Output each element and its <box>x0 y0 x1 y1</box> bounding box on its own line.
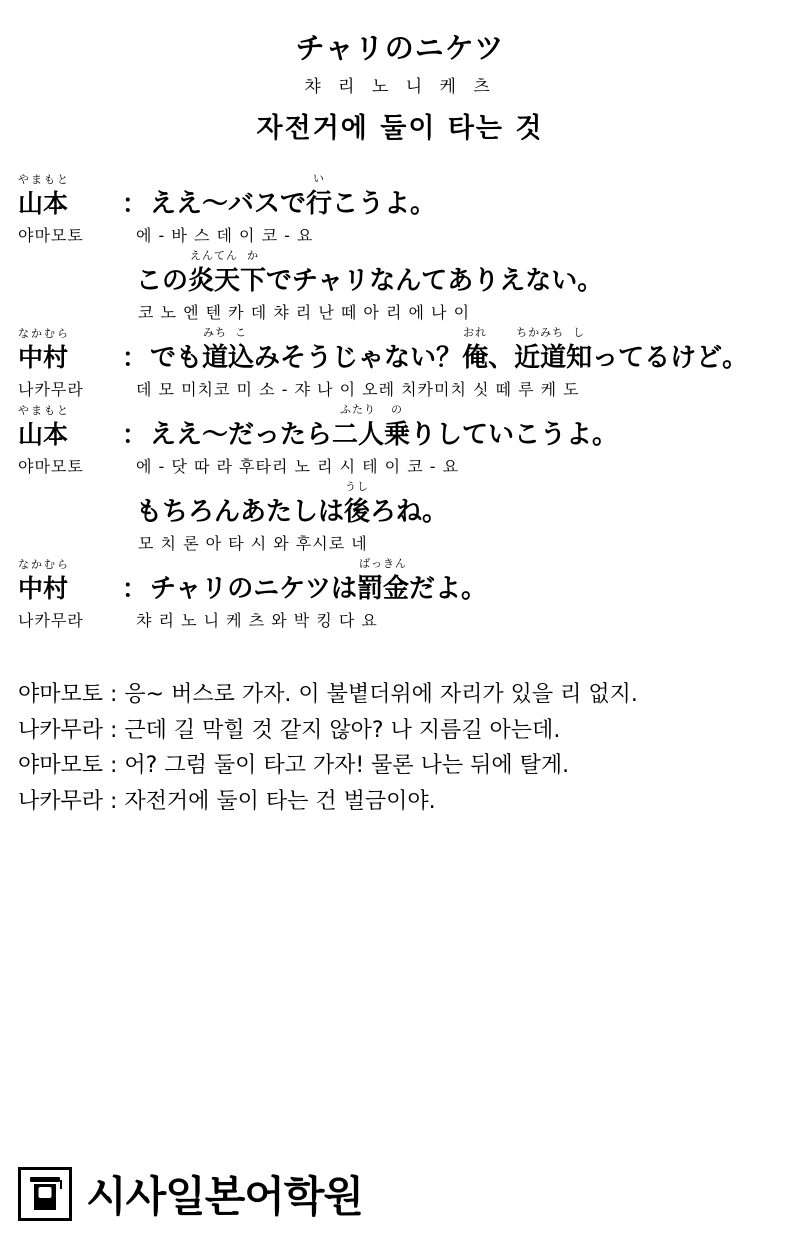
part-furigana: ばっきん <box>358 557 407 570</box>
cap-top <box>30 1177 60 1182</box>
ko-colon-spacer <box>114 608 136 631</box>
speaker-name-korean: 야마모토 <box>18 457 84 476</box>
sentence-part <box>150 183 306 220</box>
sentence-part <box>136 491 344 528</box>
part-text: だよ。 <box>408 574 487 604</box>
sentence-part <box>228 326 255 374</box>
dialogue-line <box>18 248 786 323</box>
speaker-kanji: 中村 <box>18 574 69 603</box>
sentence-part <box>370 491 448 528</box>
sentence-part <box>356 557 409 605</box>
sentence-part <box>306 172 333 220</box>
speaker-name-korean: 나카무라 <box>18 380 84 399</box>
translation-line: 야마모토 : 어? 그럼 둘이 타고 가자! 물론 나는 뒤에 탈게. <box>18 753 570 779</box>
part-text: ええ～だったら <box>150 420 333 450</box>
speaker-kanji: 山本 <box>18 420 69 449</box>
speaker-furigana: やまもと <box>18 173 70 186</box>
part-furigana: こ <box>235 326 248 339</box>
sentence-part <box>344 480 371 528</box>
part-text: こうよ。 <box>332 189 437 219</box>
part-text: 知 <box>566 343 593 373</box>
part-furigana: し <box>573 326 586 339</box>
part-text: でチャリなんてありえない。 <box>266 266 604 296</box>
korean-reading: 코 노 엔 텐 카 데 챠 리 난 떼 아 리 에 나 이 <box>138 303 471 322</box>
part-furigana: ふたり <box>340 403 377 416</box>
part-text: 行 <box>306 189 333 219</box>
translation-line: 나카무라 : 근데 길 막힐 것 같지 않아? 나 지름길 아는데. <box>18 717 561 743</box>
speaker-name-japanese <box>18 557 114 605</box>
part-text: でも <box>150 343 203 373</box>
sentence-part <box>254 337 462 374</box>
part-text: 炎天 <box>188 266 241 296</box>
japanese-sentence <box>150 556 487 605</box>
part-furigana: みち <box>203 326 228 339</box>
speaker-name-japanese <box>18 326 114 374</box>
cap-face <box>39 1187 52 1198</box>
page-title-korean-reading: 챠 리 노 니 케 츠 <box>304 77 496 97</box>
korean-reading: 에 - 바 스 데 이 코 - 요 <box>136 226 314 245</box>
sentence-part <box>150 414 332 451</box>
japanese-sentence <box>150 402 618 451</box>
sentence-part <box>488 337 514 374</box>
ko-colon-spacer <box>114 223 136 246</box>
sentence-part <box>384 403 411 451</box>
korean-reading: 에 - 닷 따 라 후타리 노 리 시 테 이 코 - 요 <box>136 457 460 476</box>
dialogue-line <box>18 325 786 400</box>
part-text: ええ～バスで <box>150 189 307 219</box>
korean-reading: 모 치 론 아 타 시 와 후시로 네 <box>138 534 368 553</box>
ko-colon-spacer <box>114 454 136 477</box>
part-furigana: えんてん <box>190 249 239 262</box>
dialogue-line <box>18 171 786 246</box>
part-text: 俺 <box>462 343 489 373</box>
speaker-furigana: やまもと <box>18 404 70 417</box>
sentence-part <box>332 403 385 451</box>
dialogue-list <box>0 171 800 631</box>
part-text: 後 <box>344 497 371 527</box>
sentence-part <box>240 249 267 297</box>
part-furigana: い <box>313 172 326 185</box>
part-furigana: おれ <box>463 326 488 339</box>
part-text: チャリのニケツは <box>150 574 357 604</box>
sentence-part <box>332 183 436 220</box>
sentence-part <box>462 326 489 374</box>
speaker-name-korean: 나카무라 <box>18 611 84 630</box>
japanese-sentence <box>136 248 603 297</box>
translation-line: 야마모토 : 응~ 버스로 가자. 이 불볕더위에 자리가 있을 리 없지. <box>18 682 638 707</box>
part-text: ろね。 <box>370 497 449 527</box>
sentence-part <box>150 337 202 374</box>
part-furigana: ちかみち <box>516 326 565 339</box>
part-furigana: の <box>391 403 404 416</box>
title-block <box>0 0 800 145</box>
part-text: りしていこうよ。 <box>410 420 619 450</box>
page-title-korean-meaning: 자전거에 둘이 타는 것 <box>256 113 544 144</box>
sentence-part <box>136 260 188 297</box>
part-text: 二人 <box>332 420 385 450</box>
speaker-name-korean: 야마모토 <box>18 226 84 245</box>
footer-logo <box>18 1164 363 1224</box>
japanese-sentence <box>150 171 436 220</box>
speaker-kanji: 山本 <box>18 189 69 218</box>
sentence-part <box>514 326 567 374</box>
speaker-name-japanese <box>18 403 114 451</box>
ko-colon-spacer <box>114 377 136 400</box>
part-text: 、 <box>488 343 515 373</box>
sentence-part <box>409 568 487 605</box>
part-text: もちろんあたしは <box>136 497 345 527</box>
speaker-colon: ： <box>122 189 148 218</box>
part-text: 込 <box>228 343 255 373</box>
speaker-furigana: なかむら <box>18 558 70 571</box>
logo-text: 시사일본어학원 <box>86 1172 364 1221</box>
japanese-sentence <box>136 479 448 528</box>
translation-block <box>0 677 800 820</box>
speaker-colon: ： <box>122 574 148 603</box>
page-title-japanese: チャリのニケツ <box>295 31 505 65</box>
sentence-part <box>592 337 748 374</box>
part-furigana: うし <box>345 480 370 493</box>
sentence-part <box>188 249 241 297</box>
dialogue-line <box>18 402 786 477</box>
part-text: 下 <box>240 266 267 296</box>
part-text: 道 <box>202 343 229 373</box>
speaker-colon: ： <box>122 343 148 372</box>
part-text: 乗 <box>384 420 411 450</box>
speaker-name-japanese <box>18 172 114 220</box>
dialogue-line <box>18 479 786 554</box>
sentence-part <box>410 414 618 451</box>
graduate-cap-icon <box>18 1167 72 1221</box>
part-text: 罰金 <box>356 574 409 604</box>
speaker-kanji: 中村 <box>18 343 69 372</box>
sentence-part <box>566 326 593 374</box>
part-text: この <box>136 266 189 296</box>
translation-line: 나카무라 : 자전거에 둘이 타는 건 벌금이야. <box>18 788 436 814</box>
part-text: みそうじゃない？ <box>254 343 463 373</box>
sentence-part <box>150 568 357 605</box>
speaker-furigana: なかむら <box>18 327 70 340</box>
sentence-part <box>266 260 603 297</box>
sentence-part <box>202 326 229 374</box>
part-text: 近道 <box>514 343 567 373</box>
korean-reading: 챠 리 노 니 케 츠 와 박 킹 다 요 <box>136 611 378 630</box>
part-furigana: か <box>247 249 260 262</box>
part-text: ってるけど。 <box>592 343 749 373</box>
speaker-colon: ： <box>122 420 148 449</box>
dialogue-line <box>18 556 786 631</box>
japanese-sentence <box>150 325 748 374</box>
korean-reading: 데 모 미치코 미 소 - 쟈 나 이 오레 치카미치 싯 떼 루 케 도 <box>136 380 580 399</box>
